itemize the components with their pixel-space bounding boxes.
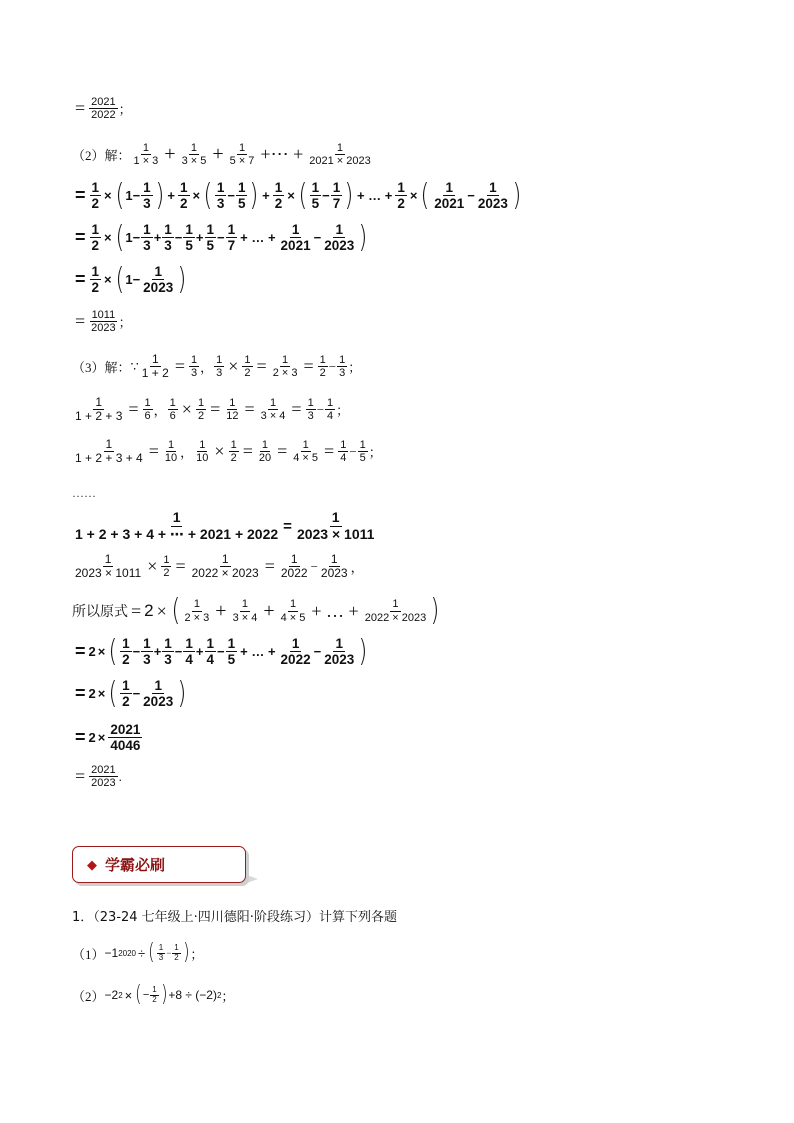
section-box-shadow-tail — [244, 874, 258, 884]
part3-result: = $\frac{2021}{2023}$ . — [75, 764, 122, 790]
part3-line5: $\frac{1}{2023 \times 1011}$ × $\frac{1}{2}$ = $\frac{1}{2022 \times 2023}$ = $\frac{1}{2022}$ − $\frac{1}{2023}$ ， — [75, 552, 364, 581]
part2-step1: = $\frac{1}{2}$ × ( 1− $\frac{1}{3}$ ) + $\frac{1}{2}$ × ( $\frac{1}{3}$ − $\frac{1}{5}$ ) + $\frac{1}{2}$ × ( $\frac{1}{5}$ − $\frac{1}{7}$ ) + … + $\frac{1}{2}$ × ( $\frac{1}{2021}$ − $\frac{1}{2023}$ ) — [75, 177, 522, 213]
original-expression: 所以原式 = 2 × ( $\frac{1}{2 \times 3}$ + $\frac{1}{3 \times 4}$ + $\frac{1}{4 \times 5}$ + … + $\frac{1}{2022 \times 2023}$ ) — [72, 593, 440, 628]
section-header-box — [72, 846, 246, 883]
part2-label: （2）解： — [72, 148, 131, 164]
question-1-part-2: （2） −2 2 × ( − $\frac{1}{2}$ ) +8 ÷ (−2) 2 ； — [72, 982, 235, 1007]
part2-result: = $\frac{1011}{2023}$ ； — [75, 309, 132, 335]
part2-expression: （2）解： $\frac{1}{1 \times 3}$ + $\frac{1}{3 \times 5}$ + $\frac{1}{5 \times 7}$ +⋯ + $\frac{1}{2021 \times 2023}$ — [72, 142, 371, 168]
result-line-1: = $\frac{2021}{2022}$ ； — [75, 96, 132, 122]
part3-step2: = 2 × ( $\frac{1}{2}$ − $\frac{1}{2023}$ ) — [75, 675, 187, 711]
part3-line1: （3）解： ∵ $\frac{1}{1 + 2}$ = $\frac{1}{3}$ ， $\frac{1}{3}$ × $\frac{1}{2}$ = $\frac{1}{2 \times 3}$ = $\frac{1}{2}$ − $\frac{1}{3}$ ； — [72, 352, 362, 381]
part2-step3: = $\frac{1}{2}$ × ( 1− $\frac{1}{2023}$ ) — [75, 261, 187, 297]
part2-step2: = $\frac{1}{2}$ × ( 1− $\frac{1}{3}$ + $\frac{1}{3}$ − $\frac{1}{5}$ + $\frac{1}{5}$ − $\frac{1}{7}$ + … + $\frac{1}{2021}$ − $\frac{1}{2023}$ ) — [75, 219, 368, 255]
equals-sign: = — [75, 98, 86, 119]
part3-line2: $\frac{1}{1 + 2 + 3}$ = $\frac{1}{6}$ ， $\frac{1}{6}$ × $\frac{1}{2}$ = $\frac{1}{12}$ = $\frac{1}{3 \times 4}$ = $\frac{1}{3}$ − $\frac{1}{4}$ ； — [75, 395, 350, 424]
part3-line3: $\frac{1}{1 + 2 + 3 + 4}$ = $\frac{1}{10}$ ， $\frac{1}{10}$ × $\frac{1}{2}$ = $\frac{1}{20}$ = $\frac{1}{4 \times 5}$ = $\frac{1}{4}$ − $\frac{1}{5}$ ； — [75, 437, 382, 466]
part3-label: （3）解： — [72, 360, 131, 376]
fraction: $\frac{2021}{2022}$ — [91, 96, 116, 122]
question-1-part-1: （1） −1 2020 ÷ ( $\frac{1}{3}$ − $\frac{1}{2}$ ) ； — [72, 940, 204, 965]
diamond-icon: ◆ — [87, 856, 97, 872]
part3-line4: $\frac{1}{1 + 2 + 3 + 4 + \cdots + 2021 + 2022}$ = $\frac{1}{2023 \times 1011}$ — [75, 509, 375, 542]
question-1-heading: 1．（23-24 七年级上·四川德阳·阶段练习）计算下列各题 — [72, 910, 397, 925]
part3-step1: = 2 × ( $\frac{1}{2}$ − $\frac{1}{3}$ + $\frac{1}{3}$ − $\frac{1}{4}$ + $\frac{1}{4}$ − $\frac{1}{5}$ + … + $\frac{1}{2022}$ − $\frac{1}{2023}$ ) — [75, 633, 368, 669]
part3-step3: = 2 × $\frac{2021}{4046}$ — [75, 722, 141, 754]
ellipsis-line: …… — [72, 486, 96, 500]
section-title: 学霸必刷 — [105, 856, 166, 874]
